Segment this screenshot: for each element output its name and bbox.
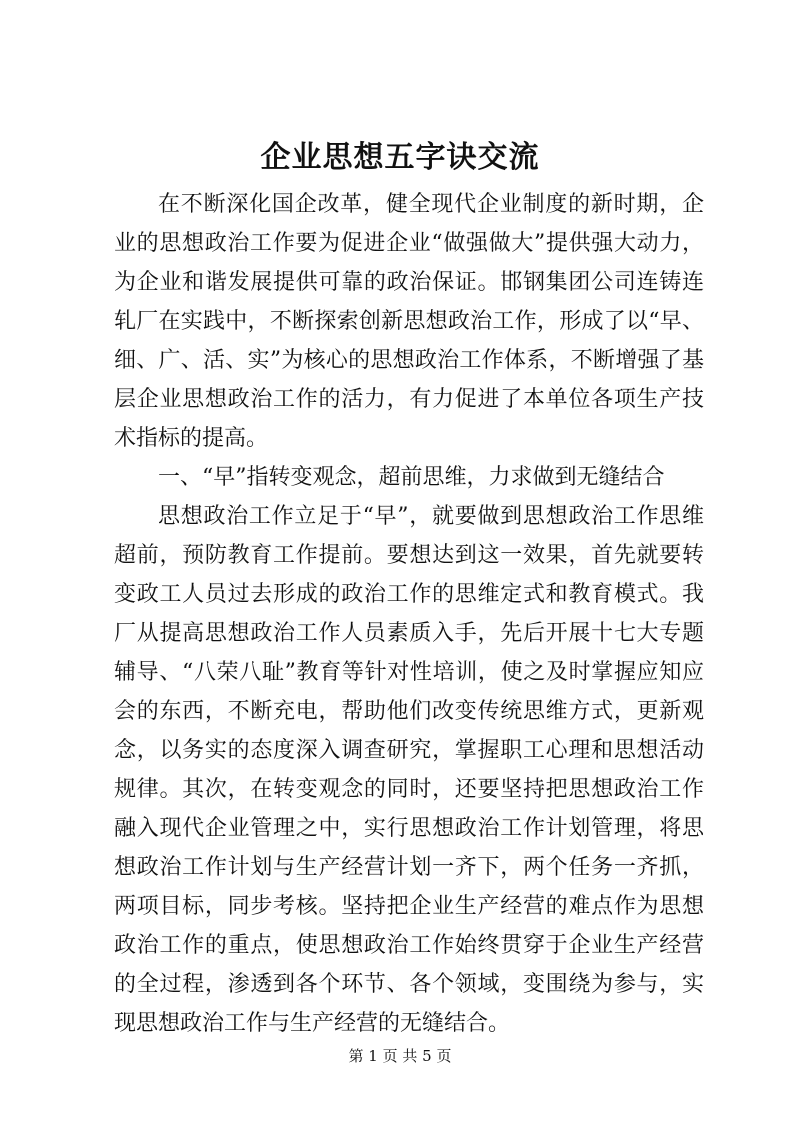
document-body <box>114 185 704 1043</box>
section-heading-1: 一、“早”指转变观念，超前思维，力求做到无缝结合 <box>158 465 665 490</box>
section-1-paragraph: 思想政治工作立足于“早”，就要做到思想政治工作思维超前，预防教育工作提前。要想达到这一效果，首先就要转变政工人员过去形成的政治工作的思维定式和教育模式。我厂从提高思想政治工作人员素质入手，先后开展十七大专题辅导、“八荣八耻”教育等针对性培训，使之及时掌握应知应会的东西，不断充电，帮助他们改变传统思维方式，更新观念，以务实的态度深入调查研究，掌握职工心理和思想活动规律。其次，在转变观念的同时，还要坚持把思想政治工作融入现代企业管理之中，实行思想政治工作计划管理，将思想政治工作计划与生产经营计划一齐下，两个任务一齐抓，两项目标，同步考核。坚持把企业生产经营的难点作为思想政治工作的重点，使思想政治工作始终贯穿于企业生产经营的全过程，渗透到各个环节、各个领域，变围绕为参与，实现思想政治工作与生产经营的无缝结合。 <box>114 504 704 1036</box>
intro-paragraph: 在不断深化国企改革，健全现代企业制度的新时期，企业的思想政治工作要为促进企业“做强做大”提供强大动力，为企业和谐发展提供可靠的政治保证。邯钢集团公司连铸连轧厂在实践中，不断探索创新思想政治工作，形成了以“早、细、广、活、实”为核心的思想政治工作体系，不断增强了基层企业思想政治工作的活力，有力促进了本单位各项生产技术指标的提高。 <box>114 192 704 451</box>
page-footer: 第 1 页 共 5 页 <box>348 1047 452 1065</box>
document-title: 企业思想五字诀交流 <box>260 140 540 175</box>
